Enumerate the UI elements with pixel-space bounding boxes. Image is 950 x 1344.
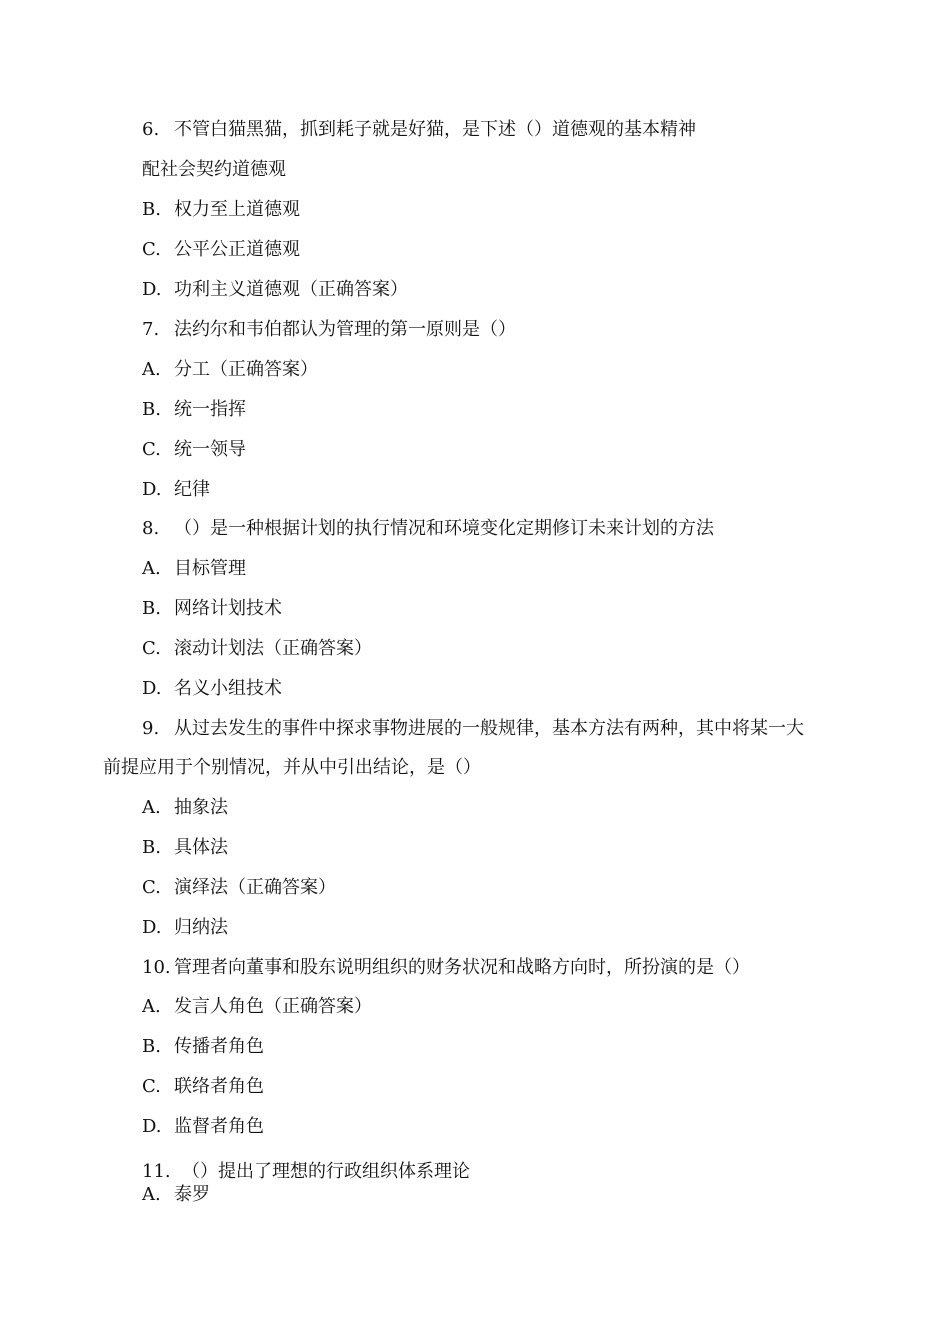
question-9 <box>142 718 804 740</box>
option-letter: B. <box>142 837 161 858</box>
option-text: 公平公正道德观 <box>174 239 300 260</box>
option-text: 权力至上道德观 <box>174 199 300 220</box>
option-letter: C. <box>142 877 161 898</box>
option-a <box>142 797 228 819</box>
option-c <box>142 1076 264 1098</box>
question-number: 6. <box>142 119 160 140</box>
option-text: 功利主义道德观（正确答案） <box>174 279 408 300</box>
question-number: 8. <box>142 518 160 539</box>
question-text: 不管白猫黑猫，抓到耗子就是好猫，是下述（）道德观的基本精神 <box>174 119 696 140</box>
option-d <box>142 279 408 301</box>
option-letter: C. <box>142 239 161 260</box>
option-letter: D. <box>142 479 162 500</box>
question-11 <box>142 1161 470 1183</box>
option-letter: A. <box>142 996 161 1017</box>
option-b <box>142 598 282 620</box>
option-text: 目标管理 <box>174 558 246 579</box>
question-text: 法约尔和韦伯都认为管理的第一原则是（） <box>174 319 516 340</box>
option-letter: B. <box>142 1036 161 1057</box>
option-b <box>142 1036 264 1058</box>
option-a <box>142 558 246 580</box>
question-number: 7. <box>142 319 160 340</box>
option-text: 名义小组技术 <box>174 678 282 699</box>
option-text: 抽象法 <box>174 797 228 818</box>
option-letter: C. <box>142 439 161 460</box>
option-letter: B. <box>142 399 161 420</box>
option-letter: B. <box>142 199 161 220</box>
option-letter: C. <box>142 1076 161 1097</box>
option-letter: B. <box>142 598 161 619</box>
question-number: 10. <box>142 957 171 978</box>
option-text: 网络计划技术 <box>174 598 282 619</box>
question-number: 11. <box>142 1161 171 1182</box>
option-text: 传播者角色 <box>174 1036 264 1057</box>
option-d <box>142 479 210 501</box>
option-text: 纪律 <box>174 479 210 500</box>
option-text: 分工（正确答案） <box>174 359 318 380</box>
option-letter: D. <box>142 678 162 699</box>
option-letter: D. <box>142 1116 162 1137</box>
option-a <box>142 1184 210 1206</box>
option-c <box>142 239 300 261</box>
option-text: 滚动计划法（正确答案） <box>174 638 372 659</box>
option-letter: C. <box>142 638 161 659</box>
option-a <box>142 359 318 381</box>
option-d <box>142 1116 264 1138</box>
option-text: 监督者角色 <box>174 1116 264 1137</box>
option-c <box>142 638 372 660</box>
option-d <box>142 917 228 939</box>
option-text: 配社会契约道德观 <box>142 159 286 180</box>
question-text: （）是一种根据计划的执行情况和环境变化定期修订未来计划的方法 <box>174 518 714 539</box>
option-a <box>142 159 286 181</box>
option-text: 具体法 <box>174 837 228 858</box>
option-letter: A. <box>142 359 161 380</box>
question-text: 管理者向董事和股东说明组织的财务状况和战略方向时，所扮演的是（） <box>174 957 750 978</box>
option-b <box>142 399 246 421</box>
option-text: 发言人角色（正确答案） <box>174 996 372 1017</box>
option-a <box>142 996 372 1018</box>
option-c <box>142 877 336 899</box>
question-text: （）提出了理想的行政组织体系理论 <box>182 1161 470 1182</box>
option-c <box>142 439 246 461</box>
question-6 <box>142 119 696 141</box>
question-text: 从过去发生的事件中探求事物进展的一般规律，基本方法有两种，其中将某一大 <box>174 718 804 739</box>
option-text: 归纳法 <box>174 917 228 938</box>
option-letter: D. <box>142 917 162 938</box>
option-b <box>142 837 228 859</box>
option-text: 演绎法（正确答案） <box>174 877 336 898</box>
option-letter: A. <box>142 797 161 818</box>
option-text: 泰罗 <box>174 1184 210 1205</box>
option-letter: A. <box>142 558 161 579</box>
question-7 <box>142 319 516 341</box>
option-letter: A. <box>142 1184 161 1205</box>
question-number: 9. <box>142 718 160 739</box>
option-text: 统一指挥 <box>174 399 246 420</box>
option-letter: D. <box>142 279 162 300</box>
question-9-continuation <box>103 757 481 779</box>
option-b <box>142 199 300 221</box>
option-text: 统一领导 <box>174 439 246 460</box>
question-10 <box>142 957 750 979</box>
option-text: 联络者角色 <box>174 1076 264 1097</box>
option-d <box>142 678 282 700</box>
question-text: 前提应用于个别情况，并从中引出结论，是（） <box>103 757 481 778</box>
question-8 <box>142 518 714 540</box>
